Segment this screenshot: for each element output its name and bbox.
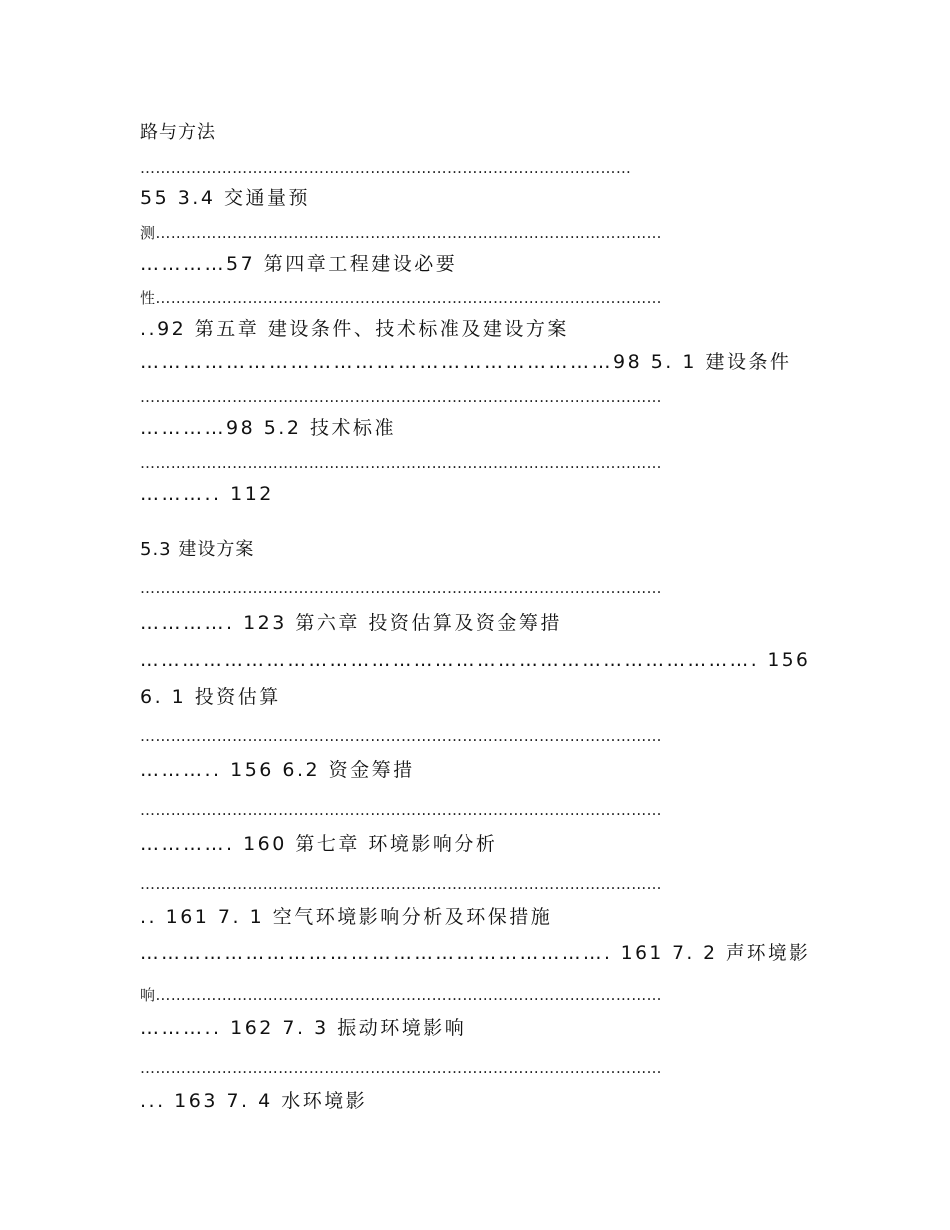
toc-line: 测……………………………………………………………………………………… — [140, 224, 662, 242]
toc-line: ……….. 112 — [140, 483, 274, 505]
toc-leader: ………………………………………………………………………………………… — [140, 454, 662, 472]
toc-line: …………98 5.2 技术标准 — [140, 417, 396, 439]
toc-line: ..92 第五章 建设条件、技术标准及建设方案 — [140, 318, 569, 340]
toc-leader: ………………………………………………………………………………………… — [140, 727, 662, 745]
toc-line: ……….. 156 6.2 资金筹措 — [140, 759, 415, 781]
toc-line: …………. 123 第六章 投资估算及资金筹措 — [140, 612, 562, 634]
toc-leader: ………………………………………………………………………………………… — [140, 801, 662, 819]
toc-leader: ………………………………………………………………………………………… — [140, 579, 662, 597]
toc-leader: ………………………………………………………………………………………… — [140, 388, 662, 406]
toc-line: 55 3.4 交通量预 — [140, 187, 310, 209]
toc-line: 性……………………………………………………………………………………… — [140, 289, 662, 307]
toc-line: .. 161 7. 1 空气环境影响分析及环保措施 — [140, 906, 553, 928]
toc-line: …………. 160 第七章 环境影响分析 — [140, 833, 498, 855]
toc-line: 6. 1 投资估算 — [140, 686, 281, 708]
toc-leader: …………………………………………………………………………………… — [140, 159, 632, 177]
toc-line: 响……………………………………………………………………………………… — [140, 986, 662, 1004]
toc-line: ……………………………………………………………………………. 156 — [140, 649, 811, 671]
toc-line: 5.3 建设方案 — [140, 539, 255, 560]
toc-line: …………………………………………………………. 161 7. 2 声环境影 — [140, 942, 811, 964]
toc-line: 路与方法 — [140, 122, 216, 143]
toc-leader: ………………………………………………………………………………………… — [140, 1059, 662, 1077]
toc-line: …………………………………………………………98 5. 1 建设条件 — [140, 351, 792, 373]
toc-line: ……….. 162 7. 3 振动环境影响 — [140, 1017, 467, 1039]
toc-line: …………57 第四章工程建设必要 — [140, 253, 458, 275]
toc-leader: ………………………………………………………………………………………… — [140, 875, 662, 893]
toc-line: ... 163 7. 4 水环境影 — [140, 1090, 368, 1112]
